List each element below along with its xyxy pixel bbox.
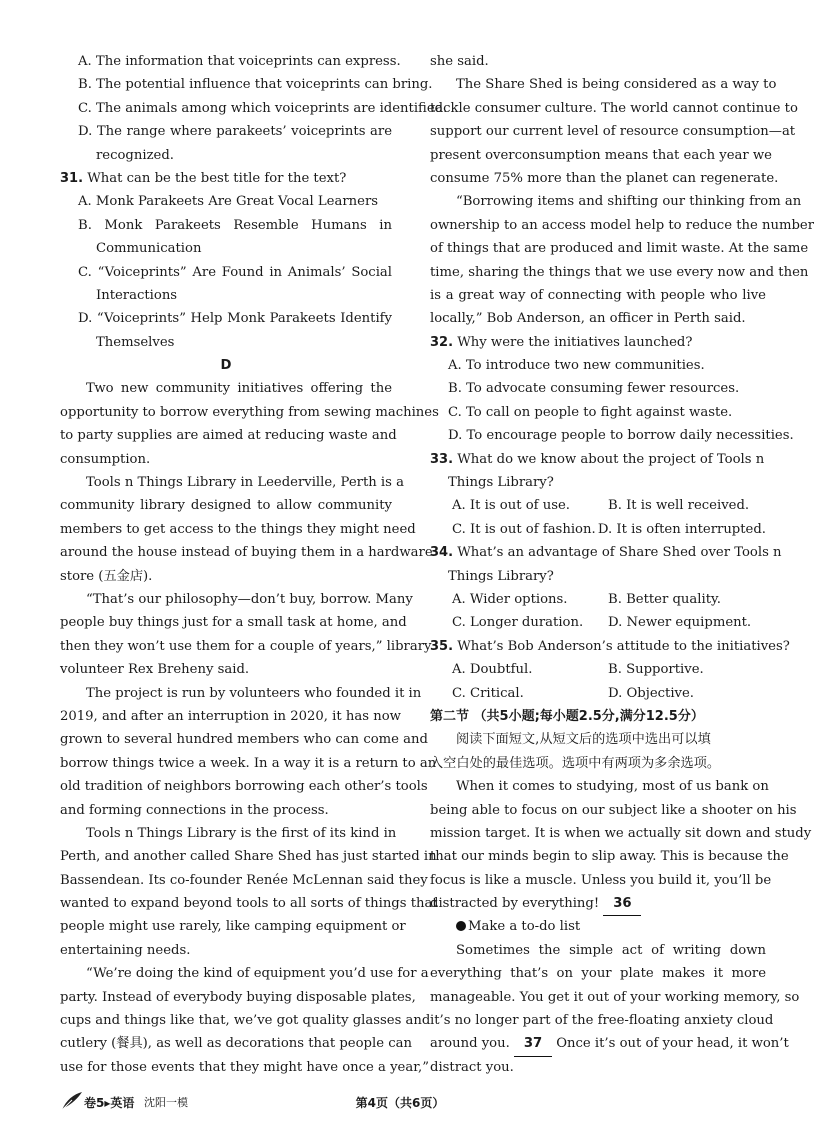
question-33: [430, 448, 766, 542]
q31-number: 31.: [60, 170, 84, 186]
blank-37[interactable]: 37: [514, 1032, 552, 1056]
q35-number: 35.: [430, 638, 454, 654]
q31-stem: What can be the best title for the text?: [87, 170, 347, 186]
q30-option-b: B. The potential influence that voiceprints can bring.: [78, 77, 433, 93]
passage-text: Once it’s out of your head, it won’t: [556, 1036, 789, 1052]
q35-stem: What’s Bob Anderson’s attitude to the initiatives?: [457, 638, 790, 654]
bullet-heading: Make a to-do list: [468, 919, 581, 935]
passage-line: “That’s our philosophy—don’t buy, borrow. Many: [86, 591, 413, 607]
passage-line: The project is run by volunteers who founded it in: [86, 685, 422, 701]
passage-line: Sometimes the simple act of writing down: [456, 942, 766, 958]
passage-line: tackle consumer culture. The world cannot continue to: [430, 100, 798, 116]
bullet-heading-line: [430, 915, 766, 938]
q34-stem-cont: Things Library?: [448, 568, 554, 584]
passage-line: manageable. You get it out of your working memory, so: [430, 989, 800, 1005]
question-32: [430, 331, 794, 448]
section-2-heading: 第二节 （共5小题;每小题2.5分,满分12.5分）: [430, 708, 704, 724]
passage-line: of things that are produced and limit waste. At the same: [430, 241, 809, 257]
q32-number: 32.: [430, 334, 454, 350]
passage-line: present overconsumption means that each year we: [430, 147, 772, 163]
q33-options-row: [430, 518, 766, 541]
question-31: [60, 167, 392, 354]
q33-option-d: D. It is often interrupted.: [597, 521, 766, 537]
q32-option-b: B. To advocate consuming fewer resources.: [448, 381, 740, 397]
blank-36[interactable]: 36: [603, 892, 641, 916]
q33-option-a: A. It is out of use.: [452, 498, 570, 514]
passage-line: to party supplies are aimed at reducing waste and: [60, 428, 397, 444]
passage-line: cups and things like that, we’ve got quality glasses and: [60, 1013, 431, 1029]
q35-option-c: C. Critical.: [452, 685, 524, 701]
q33-option-b: B. It is well received.: [608, 498, 750, 514]
section-2-instructions: 入空白处的最佳选项。选项中有两项为多余选项。: [430, 755, 721, 771]
q33-stem: What do we know about the project of Tools n: [457, 451, 765, 467]
passage-d-continued: [430, 50, 814, 331]
q30-option-c: C. The animals among which voiceprints are identified.: [78, 100, 448, 116]
page-footer: [0, 1090, 800, 1130]
passage-line: consumption.: [60, 451, 151, 467]
passage-line: volunteer Rex Breheny said.: [60, 662, 250, 678]
passage-line: old tradition of neighbors borrowing each other’s tools: [60, 779, 428, 795]
q32-option-c: C. To call on people to fight against waste.: [448, 404, 733, 420]
exam-label: 沈阳一模: [144, 1096, 188, 1109]
passage-line: Tools n Things Library is the first of its kind in: [86, 825, 397, 841]
question-30-options: [60, 50, 448, 167]
passage-line: people buy things just for a small task at home, and: [60, 615, 407, 631]
passage-line: focus is like a muscle. Unless you build it, you’ll be: [430, 872, 772, 888]
passage-text: around you.: [430, 1036, 510, 1052]
q33-stem-line: [430, 448, 766, 471]
q34-stem-line: [430, 541, 782, 564]
passage-d: [60, 377, 439, 1079]
q35-option-a: A. Doubtful.: [452, 662, 533, 678]
passage-line: Perth, and another called Share Shed has just started in: [60, 849, 437, 865]
q31-option-a: A. Monk Parakeets Are Great Vocal Learners: [78, 194, 379, 210]
passage-line: The Share Shed is being considered as a way to: [456, 77, 777, 93]
passage-line: people might use rarely, like camping equipment or: [60, 919, 406, 935]
passage-line: around the house instead of buying them in a hardware: [60, 545, 433, 561]
passage-line: wanted to expand beyond tools to all sorts of things that: [60, 896, 438, 912]
passage-line: [430, 892, 766, 915]
q34-options-row: [430, 588, 766, 611]
passage-text: distracted by everything!: [430, 896, 600, 912]
passage-line: she said.: [430, 54, 489, 69]
q30-option-d-cont: recognized.: [96, 147, 174, 163]
passage-line: entertaining needs.: [60, 942, 191, 958]
passage-line: grown to several hundred members who can come and: [60, 732, 428, 748]
section-2-instructions: 阅读下面短文,从短文后的选项中选出可以填: [456, 732, 711, 748]
passage-line: Bassendean. Its co-founder Renée McLennan said they: [60, 872, 428, 888]
passage-line: consume 75% more than the planet can regenerate.: [430, 170, 779, 186]
q31-option-d-cont: Themselves: [96, 334, 175, 350]
passage-line: 2019, and after an interruption in 2020, it has now: [60, 708, 401, 724]
passage-line: community library designed to allow community: [60, 498, 392, 514]
passage-line: mission target. It is when we actually sit down and study: [430, 825, 812, 841]
passage-line: use for those events that they might have once a year,”: [60, 1059, 429, 1075]
q34-option-a: A. Wider options.: [452, 591, 568, 607]
passage-line: When it comes to studying, most of us bank on: [456, 779, 769, 795]
q30-option-a: A. The information that voiceprints can express.: [78, 54, 401, 69]
passage-line: members to get access to the things they might need: [60, 521, 416, 537]
q34-stem: What’s an advantage of Share Shed over Tools n: [457, 545, 782, 561]
q35-options-row: [430, 682, 766, 705]
bullet-icon: [456, 921, 466, 931]
passage-line: Two new community initiatives offering the: [86, 381, 392, 397]
passage-line: everything that’s on your plate makes it more: [430, 966, 766, 982]
q33-stem-cont: Things Library?: [448, 475, 554, 491]
q32-option-d: D. To encourage people to borrow daily necessities.: [448, 428, 794, 444]
passage-line: [430, 1032, 789, 1055]
passage-line: “Borrowing items and shifting our thinking from an: [456, 194, 802, 210]
q35-stem-line: [430, 635, 790, 658]
q34-option-d: D. Newer equipment.: [608, 615, 752, 631]
right-column: [430, 50, 814, 1079]
passage-line: Tools n Things Library in Leederville, Perth is a: [86, 475, 404, 491]
q31-option-c: C. “Voiceprints” Are Found in Animals’ Social: [78, 264, 392, 280]
question-35: [430, 635, 790, 705]
q34-number: 34.: [430, 545, 454, 561]
passage-line: then they won’t use them for a couple of years,” library: [60, 638, 432, 654]
passage-line: support our current level of resource consumption—at: [430, 124, 796, 140]
passage-line: “We’re doing the kind of equipment you’d use for a: [86, 966, 429, 982]
passage-line: cutlery (餐具), as well as decorations that people can: [60, 1036, 412, 1052]
q33-number: 33.: [430, 451, 454, 467]
question-34: [430, 541, 782, 635]
q32-stem-line: [430, 331, 766, 354]
cloze-passage: [430, 775, 812, 1079]
passage-line: it’s no longer part of the free-floating anxiety cloud: [430, 1013, 774, 1029]
q33-option-c: C. It is out of fashion.: [452, 521, 596, 537]
passage-line: is a great way of connecting with people who live: [430, 287, 766, 303]
q35-option-d: D. Objective.: [608, 685, 694, 701]
page-number: 第4页（共6页）: [355, 1096, 445, 1110]
q34-option-c: C. Longer duration.: [452, 615, 584, 631]
q34-options-row: [430, 611, 766, 634]
q32-stem: Why were the initiatives launched?: [457, 334, 693, 350]
section-d-heading: D: [220, 358, 232, 374]
passage-line: opportunity to borrow everything from sewing machines: [60, 404, 439, 420]
passage-line: ownership to an access model help to reduce the number: [430, 217, 814, 233]
volume-label: 卷5▸英语: [84, 1096, 135, 1110]
passage-line: borrow things twice a week. In a way it is a return to an: [60, 755, 437, 771]
q34-option-b: B. Better quality.: [608, 591, 721, 607]
q31-option-c-cont: Interactions: [96, 287, 178, 303]
passage-line: party. Instead of everybody buying disposable plates,: [60, 989, 416, 1005]
q31-option-b-cont: Communication: [96, 241, 202, 257]
q31-stem-line: [60, 167, 392, 190]
q35-options-row: [430, 658, 766, 681]
q30-option-d: D. The range where parakeets’ voiceprints are: [78, 124, 392, 140]
q32-option-a: A. To introduce two new communities.: [448, 358, 705, 374]
passage-line: and forming connections in the process.: [60, 802, 329, 818]
q35-option-b: B. Supportive.: [608, 662, 704, 678]
passage-line: being able to focus on our subject like a shooter on his: [430, 802, 797, 818]
passage-line: distract you.: [430, 1059, 514, 1075]
q31-option-d: D. “Voiceprints” Help Monk Parakeets Identify: [78, 311, 392, 327]
q33-options-row: [430, 494, 766, 517]
passage-line: that our minds begin to slip away. This is because the: [430, 849, 789, 865]
passage-line: store (五金店).: [60, 568, 153, 584]
passage-line: time, sharing the things that we use every now and then: [430, 264, 809, 280]
passage-line: locally,” Bob Anderson, an officer in Perth said.: [430, 311, 746, 327]
q31-option-b: B. Monk Parakeets Resemble Humans in: [78, 217, 392, 233]
